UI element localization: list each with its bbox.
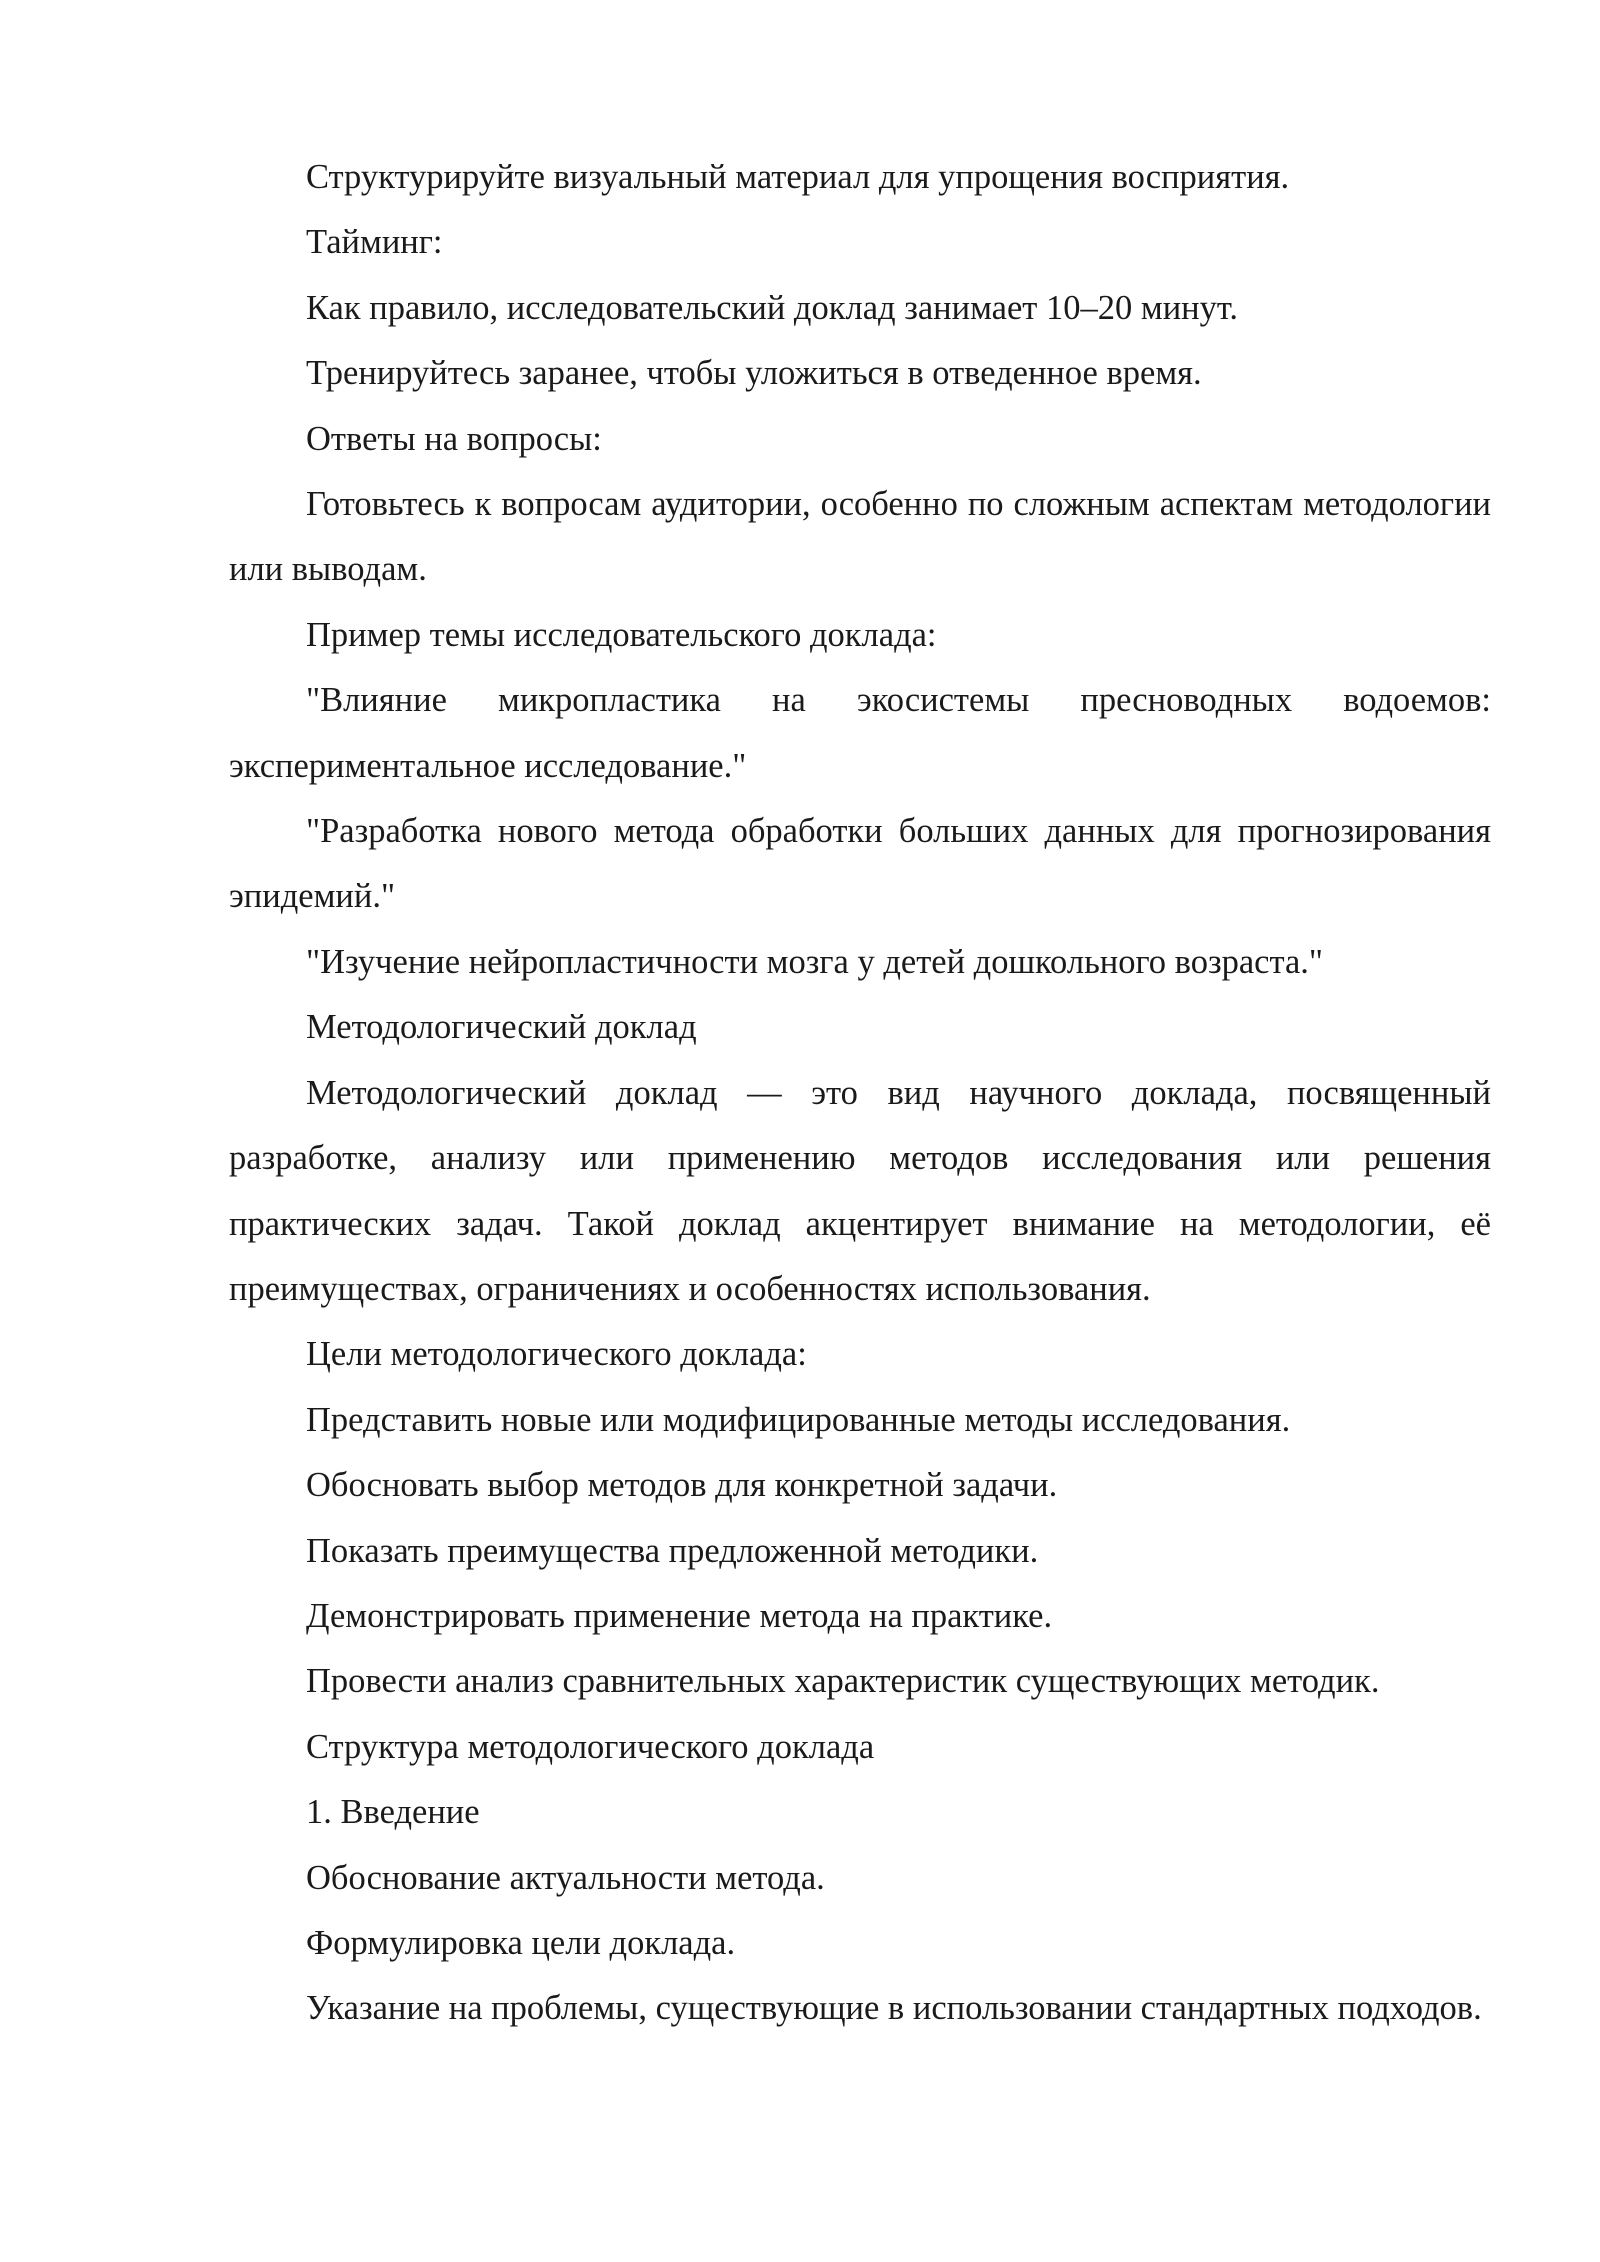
paragraph-16: Показать преимущества предложенной методики. [306, 1531, 1039, 1570]
numbered-heading-introduction: 1. Введение [306, 1793, 480, 1832]
paragraph-14: Представить новые или модифицированные методы исследования. [306, 1400, 1291, 1439]
paragraph-13: Цели методологического доклада: [306, 1335, 807, 1374]
paragraph-23: Указание на проблемы, существующие в использовании стандартных подходов. [306, 1989, 1482, 2028]
paragraph-17: Демонстрировать применение метода на практике. [306, 1596, 1053, 1635]
document-body [229, 145, 1491, 2042]
paragraph-22: Формулировка цели доклада. [306, 1923, 736, 1962]
paragraph-10: "Изучение нейропластичности мозга у детей дошкольного возраста." [306, 942, 1324, 981]
paragraph-4: Тренируйтесь заранее, чтобы уложиться в отведенное время. [306, 354, 1202, 393]
section-heading-methodological-report: Методологический доклад [306, 1008, 697, 1047]
paragraph-12: Методологический доклад — это вид научного доклада, посвященный разработке, анализу или применению методов исследования или решения практических задач. Такой доклад акцентирует внимание на методологии, её преимуществах, ограничениях и особенностях использования. [229, 1073, 1491, 1308]
paragraph-3: Как правило, исследовательский доклад занимает 10–20 минут. [306, 288, 1238, 327]
paragraph-1: Структурируйте визуальный материал для упрощения восприятия. [306, 158, 1290, 196]
paragraph-15: Обосновать выбор методов для конкретной задачи. [306, 1466, 1058, 1505]
paragraph-21: Обоснование актуальности метода. [306, 1858, 825, 1897]
paragraph-5: Ответы на вопросы: [306, 419, 602, 458]
paragraph-2: Тайминг: [306, 223, 443, 262]
paragraph-18: Провести анализ сравнительных характеристик существующих методик. [306, 1662, 1380, 1701]
paragraph-6: Готовьтесь к вопросам аудитории, особенно по сложным аспектам методологии или выводам. [229, 485, 1491, 589]
paragraph-8: "Влияние микропластика на экосистемы пресноводных водоемов: экспериментальное исследование." [229, 681, 1491, 785]
paragraph-9: "Разработка нового метода обработки больших данных для прогнозирования эпидемий." [229, 812, 1491, 916]
section-heading-structure: Структура методологического доклада [306, 1727, 875, 1766]
paragraph-7: Пример темы исследовательского доклада: [306, 615, 937, 654]
